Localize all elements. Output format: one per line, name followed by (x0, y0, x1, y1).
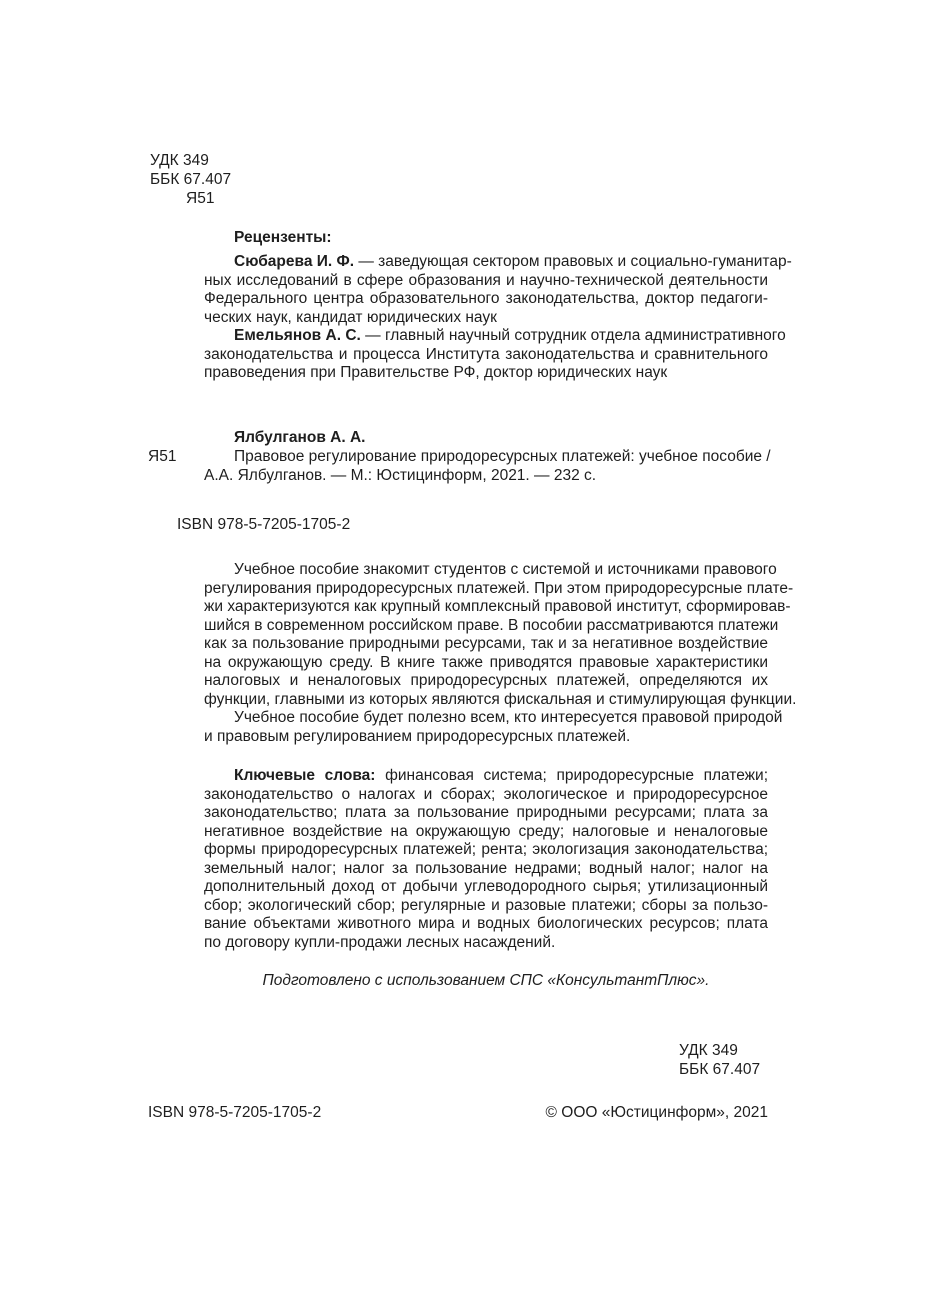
copyright: © ООО «Юстицинформ», 2021 (545, 1104, 768, 1121)
keywords-line: земельный налог; налог за пользование недрами; водный налог; налог на (204, 859, 768, 877)
footer-bbk: ББК 67.407 (679, 1061, 761, 1078)
footer-isbn: ISBN 978-5-7205-1705-2 (148, 1104, 322, 1121)
keywords (204, 767, 768, 952)
reviewers-title: Рецензенты: (234, 229, 332, 246)
udk-code: УДК 349 (150, 152, 209, 169)
keywords-line: законодательство; плата за пользование природными ресурсами; плата за (204, 804, 768, 821)
reviewer-1-line: ных исследований в сфере образования и научно-технической деятельности (204, 271, 768, 289)
reviewer-1-line: ческих наук, кандидат юридических наук (204, 308, 497, 326)
keywords-line: сбор; экологический сбор; регулярные и разовые платежи; сборы за пользо- (204, 896, 768, 914)
abstract-line: налоговых и неналоговых природоресурсных платежей, определяются их (204, 672, 768, 689)
catalog-description (204, 448, 771, 485)
abstract-line: Учебное пособие будет полезно всем, кто интересуется правовой природой (234, 709, 783, 726)
abstract-line: Учебное пособие знакомит студентов с системой и источниками правового (234, 561, 777, 578)
keywords-line: формы природоресурсных платежей; рента; экологизация законодательства; (204, 841, 768, 858)
footer-udk: УДК 349 (679, 1042, 738, 1059)
author-mark: Я51 (186, 190, 215, 207)
abstract-line: шийся в современном российском праве. В пособии рассматриваются платежи (204, 616, 779, 634)
abstract-line: жи характеризуются как крупный комплексный правовой институт, сформировав- (204, 598, 791, 615)
reviewer-1-name: Сюбарева И. Ф. (234, 253, 355, 270)
abstract-line: на окружающую среду. В книге также приводятся правовые характеристики (204, 653, 768, 671)
keywords-line: по договору купли-продажи лесных насаждений. (204, 933, 556, 951)
catalog-isbn: ISBN 978-5-7205-1705-2 (177, 516, 351, 533)
keywords-line: законодательство о налогах и сборах; экологическое и природоресурсное (204, 785, 768, 803)
reviewer-2-line: правоведения при Правительстве РФ, доктор юридических наук (204, 364, 668, 381)
abstract-line: регулирования природоресурсных платежей. При этом природоресурсные плате- (204, 579, 794, 597)
catalog-line: Правовое регулирование природоресурсных платежей: учебное пособие / (234, 448, 771, 465)
keywords-line: дополнительный доход от добычи углеводородного сырья; утилизационный (204, 878, 768, 895)
reviewer-1 (204, 253, 792, 327)
abstract-line: функции, главными из которых являются фискальная и стимулирующая функции. (204, 690, 797, 708)
prepared-note: Подготовлено с использованием СПС «КонсультантПлюс». (262, 972, 710, 989)
reviewer-1-line: Федерального центра образовательного законодательства, доктор педагоги- (204, 290, 768, 307)
abstract (204, 561, 797, 746)
keywords-line: негативное воздействие на окружающую среду; налоговые и неналоговые (204, 822, 768, 840)
catalog-author: Ялбулганов А. А. (234, 429, 366, 446)
keywords-label: Ключевые слова: (234, 767, 376, 784)
reviewer-2 (204, 327, 786, 383)
keywords-line: вание объектами животного мира и водных биологических ресурсов; плата (204, 915, 768, 932)
reviewer-2-line: Емельянов А. С. — главный научный сотрудник отдела административного (234, 327, 786, 344)
reviewer-1-line: Сюбарева И. Ф. — заведующая сектором правовых и социально-гуманитар- (234, 253, 792, 270)
keywords-line: Ключевые слова: финансовая система; природоресурсные платежи; (234, 767, 769, 784)
bbk-code: ББК 67.407 (150, 171, 232, 188)
abstract-line: и правовым регулированием природоресурсных платежей. (204, 727, 631, 745)
reviewer-2-name: Емельянов А. С. (234, 327, 361, 344)
catalog-mark: Я51 (148, 448, 177, 465)
catalog-line: А.А. Ялбулганов. — М.: Юстицинформ, 2021. — 232 с. (204, 466, 597, 484)
abstract-line: как за пользование природными ресурсами, так и за негативное воздействие (204, 635, 768, 652)
reviewer-2-line: законодательства и процесса Института законодательства и сравнительного (204, 345, 768, 363)
